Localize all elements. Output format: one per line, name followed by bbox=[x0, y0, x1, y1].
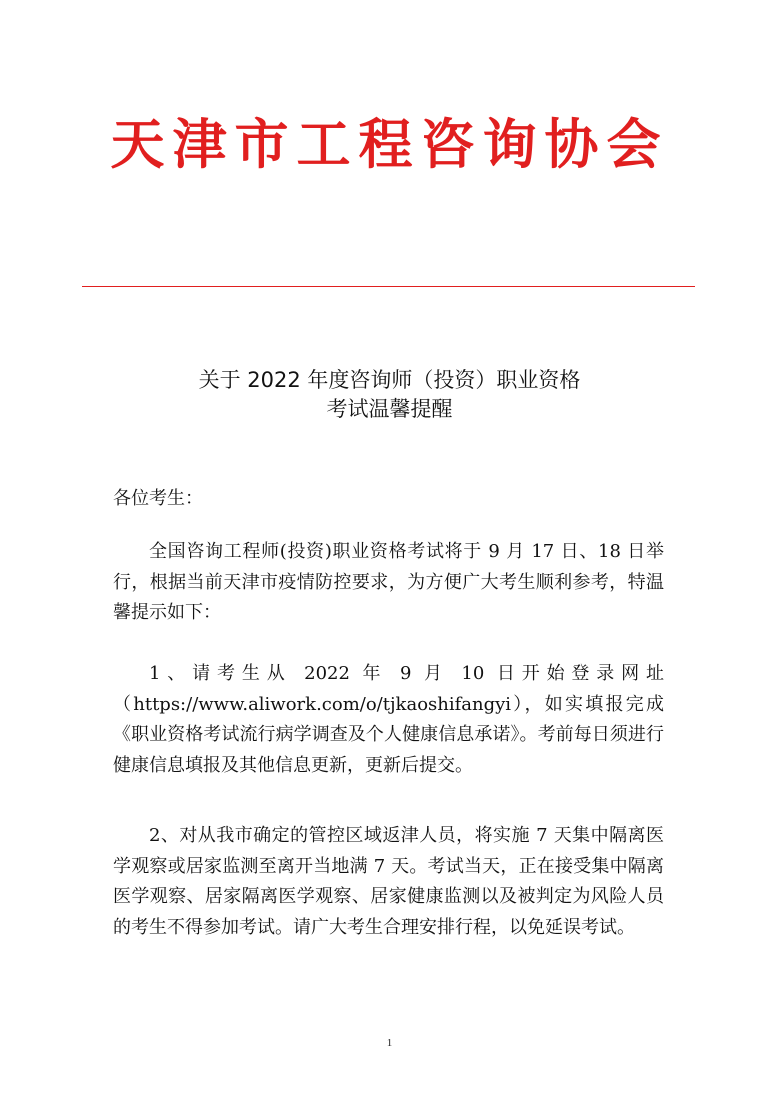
red-divider-line bbox=[82, 286, 695, 287]
paragraph-intro: 全国咨询工程师(投资)职业资格考试将于 9 月 17 日、18 日举行，根据当前天津市疫情防控要求，为方便广大考生顺利参考，特温馨提示如下： bbox=[113, 541, 664, 623]
document-title-line-1: 关于 2022 年度咨询师（投资）职业资格 bbox=[198, 368, 581, 392]
document-title-line-2: 考试温馨提醒 bbox=[326, 397, 453, 421]
organization-header: 天津市工程咨询协会 bbox=[110, 112, 669, 176]
paragraph-item-1: 1、请考生从 2022 年 9 月 10 日开始登录网址（https://www.aliwork.com/o/tjkaoshifangyi），如实填报完成《职业资格考试流行病学调查及个人健康信息承诺》。考前每日须进行健康信息填报及其他信息更新，更新后提交。 bbox=[113, 663, 664, 776]
paragraph-item-2: 2、对从我市确定的管控区域返津人员，将实施 7 天集中隔离医学观察或居家监测至离开当地满 7 天。考试当天，正在接受集中隔离医学观察、居家隔离医学观察、居家健康监测以及被判定为风险人员的考生不得参加考试。请广大考生合理安排行程，以免延误考试。 bbox=[113, 825, 664, 938]
page-number: 1 bbox=[386, 1037, 393, 1049]
document-title bbox=[0, 366, 779, 424]
salutation: 各位考生： bbox=[113, 488, 203, 509]
